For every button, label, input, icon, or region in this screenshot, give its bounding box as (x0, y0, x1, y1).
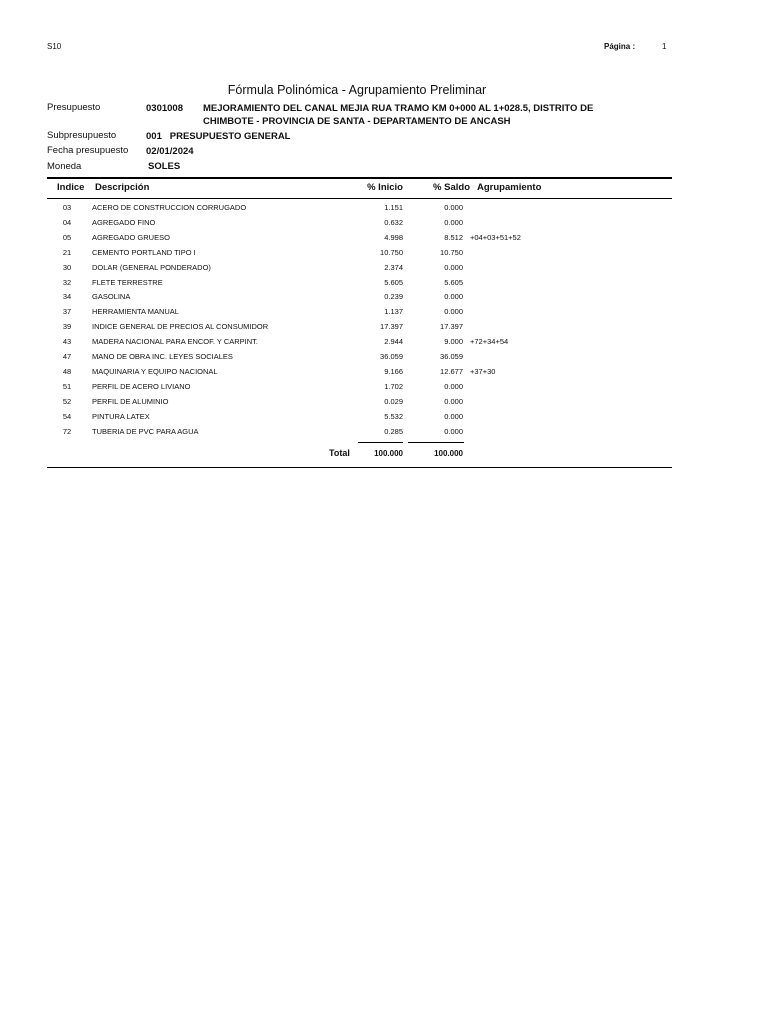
cell-descripcion: CEMENTO PORTLAND TIPO I (92, 247, 196, 257)
cell-indice: 04 (62, 217, 72, 227)
presupuesto-code: 0301008 (146, 103, 183, 114)
table-row (0, 203, 768, 218)
table-row (0, 263, 768, 278)
cell-descripcion: PINTURA LATEX (92, 411, 150, 421)
cell-inicio: 2.944 (384, 337, 403, 347)
table-row (0, 292, 768, 307)
table-row (0, 412, 768, 427)
table-row (0, 427, 768, 442)
cell-saldo: 0.000 (444, 396, 463, 406)
report-code: S10 (47, 42, 62, 51)
cell-descripcion: DOLAR (GENERAL PONDERADO) (92, 262, 211, 272)
cell-saldo: 0.000 (444, 292, 463, 302)
table-row (0, 367, 768, 382)
cell-saldo: 0.000 (444, 203, 463, 212)
cell-inicio: 0.632 (384, 217, 403, 227)
cell-saldo: 36.059 (440, 352, 463, 361)
moneda-value: SOLES (148, 161, 181, 172)
cell-descripcion: FLETE TERRESTRE (92, 277, 163, 287)
total-inicio: 100.000 (374, 449, 403, 458)
cell-inicio: 0.285 (384, 426, 403, 436)
fecha-presupuesto-value: 02/01/2024 (146, 146, 194, 157)
cell-descripcion: INDICE GENERAL DE PRECIOS AL CONSUMIDOR (92, 322, 269, 332)
report-title: Fórmula Polinómica - Agrupamiento Preliminar (227, 83, 487, 97)
fecha-presupuesto-label: Fecha presupuesto (47, 145, 129, 156)
total-inicio-rule (358, 442, 403, 443)
table-top-rule (47, 177, 672, 179)
table-header-rule (47, 198, 672, 199)
table-row (0, 322, 768, 337)
cell-indice: 30 (62, 262, 72, 272)
cell-agrupamiento: +72+34+54 (470, 337, 509, 347)
total-label: Total (329, 448, 350, 458)
cell-inicio: 1.137 (384, 307, 403, 317)
table-row (0, 218, 768, 233)
cell-indice: 51 (62, 381, 72, 391)
cell-inicio: 1.702 (384, 381, 403, 391)
table-row (0, 307, 768, 322)
cell-agrupamiento: +04+03+51+52 (470, 232, 521, 242)
cell-inicio: 2.374 (384, 262, 403, 272)
cell-saldo: 0.000 (444, 262, 463, 272)
cell-saldo: 0.000 (444, 426, 463, 436)
cell-indice: 43 (62, 337, 72, 347)
table-row (0, 382, 768, 397)
cell-inicio: 0.029 (384, 396, 403, 406)
table-row (0, 233, 768, 248)
table-row (0, 352, 768, 367)
cell-saldo: 17.397 (440, 322, 463, 332)
cell-saldo: 12.677 (440, 366, 463, 376)
cell-inicio: 1.151 (384, 203, 403, 212)
cell-indice: 48 (62, 366, 72, 376)
cell-inicio: 4.998 (384, 232, 403, 242)
column-header-agrupamiento: Agrupamiento (477, 182, 542, 193)
cell-descripcion: AGREGADO FINO (92, 217, 156, 227)
subpresupuesto-value: 001 PRESUPUESTO GENERAL (146, 131, 291, 142)
cell-indice: 52 (62, 396, 72, 406)
cell-indice: 32 (62, 277, 72, 287)
column-header-indice: Indice (57, 182, 85, 193)
page-label: Página : (604, 42, 636, 51)
cell-indice: 34 (62, 292, 72, 302)
cell-indice: 47 (62, 352, 72, 361)
cell-indice: 72 (62, 426, 72, 436)
cell-inicio: 9.166 (384, 366, 403, 376)
column-header-saldo: % Saldo (433, 182, 470, 193)
cell-saldo: 10.750 (440, 247, 463, 257)
cell-saldo: 5.605 (444, 277, 463, 287)
table-row (0, 278, 768, 293)
cell-inicio: 5.605 (384, 277, 403, 287)
cell-descripcion: TUBERIA DE PVC PARA AGUA (92, 426, 199, 436)
subpresupuesto-label: Subpresupuesto (47, 130, 117, 141)
cell-agrupamiento: +37+30 (470, 366, 496, 376)
cell-descripcion: ACERO DE CONSTRUCCION CORRUGADO (92, 203, 247, 212)
total-saldo: 100.000 (434, 449, 463, 458)
table-row (0, 397, 768, 412)
table-bottom-rule (47, 467, 672, 468)
cell-inicio: 0.239 (384, 292, 403, 302)
total-saldo-rule (408, 442, 464, 443)
column-header-inicio: % Inicio (367, 182, 403, 193)
presupuesto-label: Presupuesto (47, 102, 101, 113)
cell-saldo: 0.000 (444, 217, 463, 227)
moneda-label: Moneda (47, 161, 82, 172)
cell-inicio: 10.750 (380, 247, 403, 257)
cell-indice: 54 (62, 411, 72, 421)
cell-inicio: 36.059 (380, 352, 403, 361)
table-row (0, 248, 768, 263)
column-header-descripcion: Descripción (95, 182, 150, 193)
cell-descripcion: PERFIL DE ALUMINIO (92, 396, 169, 406)
cell-saldo: 0.000 (444, 411, 463, 421)
cell-descripcion: MADERA NACIONAL PARA ENCOF. Y CARPINT. (92, 337, 259, 347)
cell-indice: 37 (62, 307, 72, 317)
cell-saldo: 0.000 (444, 307, 463, 317)
cell-indice: 21 (62, 247, 72, 257)
cell-inicio: 17.397 (380, 322, 403, 332)
cell-indice: 39 (62, 322, 72, 332)
presupuesto-description-line1: MEJORAMIENTO DEL CANAL MEJIA RUA TRAMO KM 0+000 AL 1+028.5, DISTRITO DE (203, 103, 594, 114)
cell-indice: 05 (62, 232, 72, 242)
cell-saldo: 8.512 (444, 232, 463, 242)
cell-descripcion: AGREGADO GRUESO (92, 232, 170, 242)
cell-descripcion: GASOLINA (92, 292, 131, 302)
cell-descripcion: MANO DE OBRA INC. LEYES SOCIALES (92, 352, 233, 361)
cell-saldo: 0.000 (444, 381, 463, 391)
cell-indice: 03 (62, 203, 72, 212)
cell-descripcion: MAQUINARIA Y EQUIPO NACIONAL (92, 366, 218, 376)
table-row (0, 337, 768, 352)
cell-descripcion: PERFIL DE ACERO LIVIANO (92, 381, 191, 391)
cell-descripcion: HERRAMIENTA MANUAL (92, 307, 179, 317)
presupuesto-description-line2: CHIMBOTE - PROVINCIA DE SANTA - DEPARTAMENTO DE ANCASH (203, 116, 511, 127)
cell-inicio: 5.532 (384, 411, 403, 421)
cell-saldo: 9.000 (444, 337, 463, 347)
page-number: 1 (662, 42, 667, 51)
